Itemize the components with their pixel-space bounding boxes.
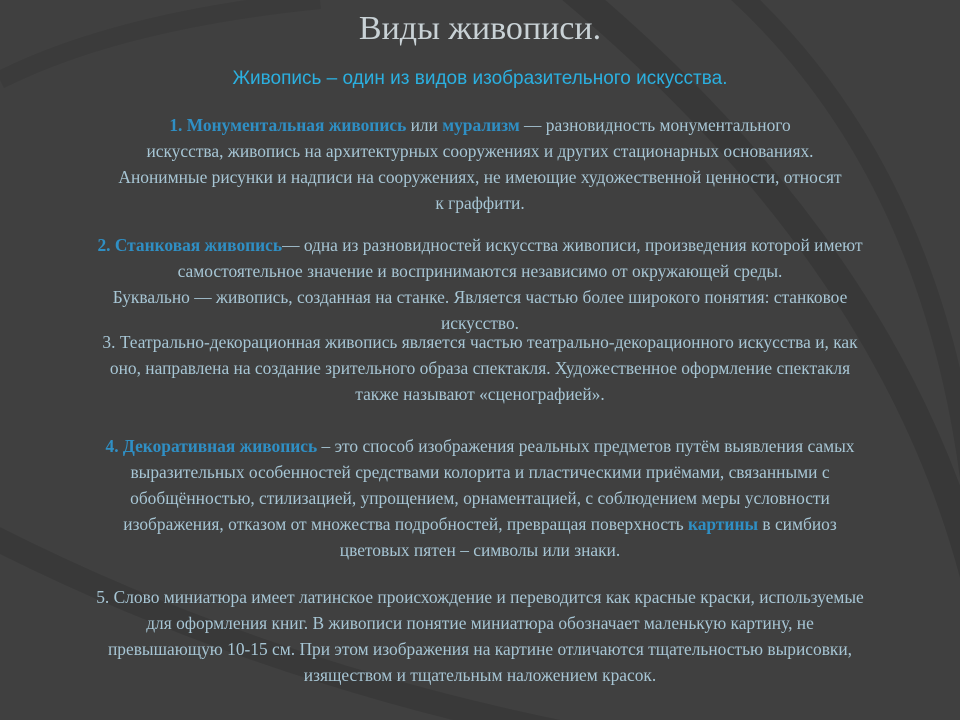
paragraph-line: изяществом и тщательным наложением красок. [303,665,657,685]
slide-title: Виды живописи. [358,10,602,47]
paragraph-line: искусства, живопись на архитектурных сооружениях и других стационарных основаниях. [146,141,814,161]
text-fragment: изображения, отказом от множества подробностей, превращая поверхность [123,514,688,534]
paragraph-line [5,232,955,258]
text-fragment: в симбиоз [758,514,837,534]
item-number: 1. [169,115,183,135]
item-number: 2. [97,235,111,255]
text-fragment: — одна из разновидностей искусства живописи, произведения которой имеют [282,235,863,255]
paragraph-line: также называют «сценографией». [355,384,605,404]
paragraph-line: для оформления книг. В живописи понятие миниатюра обозначает маленькую картину, не [146,613,814,633]
paragraph-line: к граффити. [435,193,525,213]
term-easel: Станковая живопись [114,235,283,255]
paragraph-line: Анонимные рисунки и надписи на сооружениях, не имеющие художественной ценности, относят [118,167,842,187]
term-muralism: мурализм [442,115,520,135]
paragraph-line: выразительных особенностей средствами колорита и пластическими приёмами, связанными с [130,462,830,482]
paragraph-line [10,511,950,537]
paragraph-miniature [5,584,955,688]
paragraph-line: 3. Театрально-декорационная живопись является частью театрально-декорационного искусства и, как [102,332,858,352]
text-fragment: – это способ изображения реальных предметов путём выявления самых [317,436,855,456]
paragraph-line [20,112,940,138]
paragraph-line: обобщённостью, стилизацией, упрощением, орнаментацией, с соблюдением меры условности [130,488,830,508]
term-monumental: Монументальная живопись [186,115,407,135]
paragraph-monumental [20,112,940,216]
term-painting: картины [687,514,759,534]
paragraph-line: цветовых пятен – символы или знаки. [339,540,621,560]
paragraph-line [10,433,950,459]
slide-subtitle: Живопись – один из видов изобразительного искусства. [232,68,728,89]
paragraph-line: Буквально — живопись, созданная на станке. Является частью более широкого понятия: станковое [112,287,848,307]
paragraph-decorative [10,433,950,563]
term-decorative: Декоративная живопись [122,436,318,456]
text-fragment: — разновидность монументального [519,115,791,135]
paragraph-line: 5. Слово миниатюра имеет латинское происхождение и переводится как красные краски, используемые [96,587,864,607]
paragraph-line: превышающую 10-15 см. При этом изображения на картине отличаются тщательностью вырисовки, [107,639,853,659]
item-number: 4. [105,436,119,456]
paragraph-line: оно, направлена на создание зрительного образа спектакля. Художественное оформление спектакля [109,358,851,378]
paragraph-easel [5,232,955,336]
paragraph-line: искусство. [440,313,520,333]
paragraph-line: самостоятельное значение и воспринимаются независимо от окружающей среды. [177,261,783,281]
text-fragment: или [406,115,443,135]
paragraph-theatrical [10,329,950,407]
